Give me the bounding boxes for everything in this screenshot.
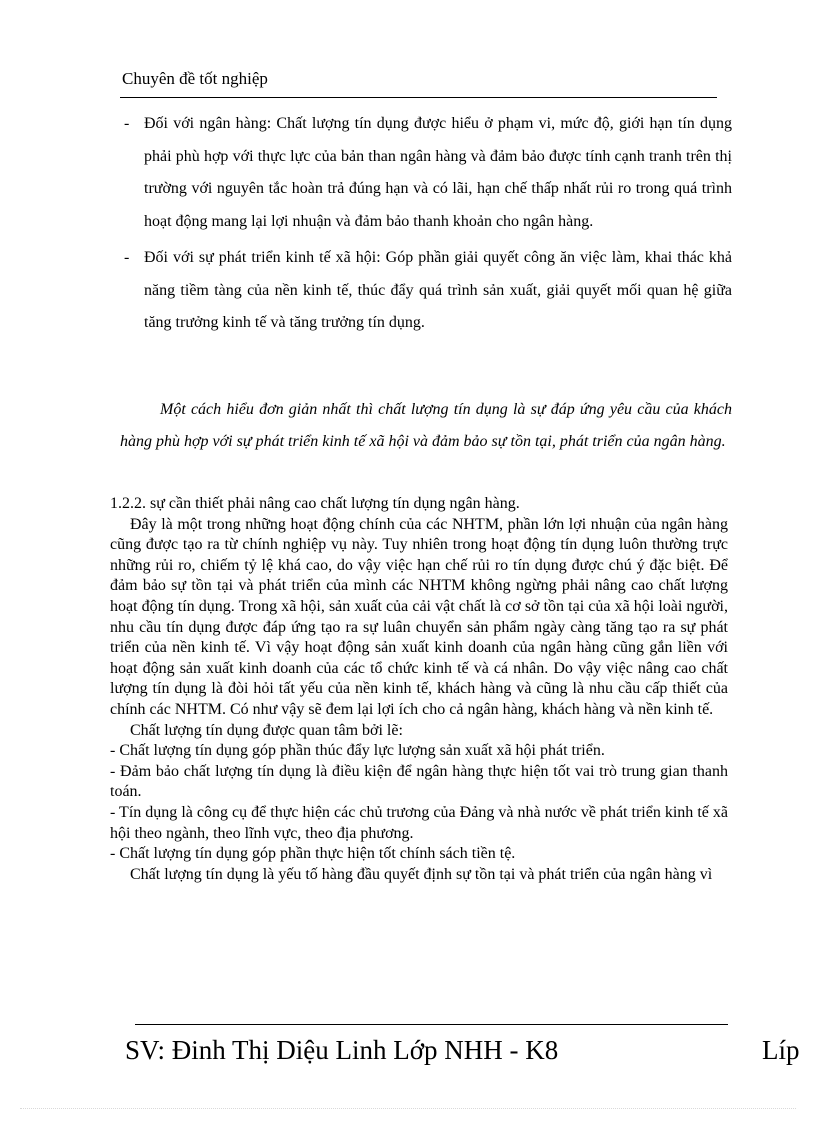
footer-student-info: SV: Đinh Thị Diệu Linh Lớp NHH - K8	[125, 1035, 559, 1065]
section-1-2-2	[110, 494, 728, 885]
section-paragraph: Đây là một trong những hoạt động chính của các NHTM, phần lớn lợi nhuận của ngân hàng cũng được tạo ra từ chính nghiệp vụ này. Tuy nhiên trong hoạt động tín dụng luôn thường trực những rủi ro, chiếm tỷ lệ khá cao, do vậy việc hạn chế rủi ro tín dụng được chú ý đặc biệt. Để đảm bảo sự tồn tại và phát triển của mình các NHTM không ngừng phải nâng cao chất lượng hoạt động tín dụng. Trong xã hội, sản xuất của cải vật chất là cơ sở tồn tại của xã hội loài người, nhu cầu tín dụng được đáp ứng tạo ra sự luân chuyển sản phẩm ngày càng tăng tạo ra sự phát triển của nền kinh tế. Vì vậy hoạt động sản xuất kinh doanh của ngân hàng cũng gắn liền với hoạt động sản xuất kinh doanh của các tổ chức kinh tế và cá nhân. Do vậy việc nâng cao chất lượng tín dụng là đòi hỏi tất yếu của nền kinh tế, khách hàng và cũng là nhu cầu cấp thiết của chính các NHTM. Có như vậy sẽ đem lại lợi ích cho cả ngân hàng, khách hàng và nền kinh tế.	[110, 515, 728, 718]
bullet-text: Đối với sự phát triển kinh tế xã hội: Góp phần giải quyết công ăn việc làm, khai thác khả năng tiềm tàng của nền kinh tế, thúc đẩy quá trình sản xuất, giải quyết mối quan hệ giữa tăng trưởng kinh tế và tăng trưởng tín dụng.	[144, 249, 732, 331]
page-bottom-border	[20, 1108, 796, 1109]
bullet-item	[120, 242, 732, 340]
italic-definition-paragraph: Một cách hiểu đơn giản nhất thì chất lượng tín dụng là sự đáp ứng yêu cầu của khách hàng phù hợp với sự phát triển kinh tế xã hội và đảm bảo sự tồn tại, phát triển của ngân hàng.	[120, 401, 732, 450]
footer-right-text: Líp	[762, 1035, 800, 1065]
bullet-list	[120, 108, 732, 344]
header-divider	[120, 97, 717, 98]
section-closing: Chất lượng tín dụng là yếu tố hàng đầu quyết định sự tồn tại và phát triển của ngân hàng vì	[130, 865, 713, 883]
footer-divider	[135, 1024, 728, 1025]
bullet-marker: -	[124, 115, 130, 132]
section-intro: Chất lượng tín dụng được quan tâm bởi lẽ:	[130, 721, 403, 739]
bullet-item	[120, 108, 732, 238]
page-header-title: Chuyên đề tốt nghiệp	[122, 69, 268, 88]
bullet-text: Đối với ngân hàng: Chất lượng tín dụng được hiểu ở phạm vi, mức độ, giới hạn tín dụng phải phù hợp với thực lực của bản than ngân hàng và đảm bảo được tính cạnh tranh trên thị trường với nguyên tắc hoàn trả đúng hạn và có lãi, hạn chế thấp nhất rủi ro trong quá trình hoạt động mang lại lợi nhuận và đảm bảo thanh khoản cho ngân hàng.	[144, 115, 732, 230]
section-heading: 1.2.2. sự cần thiết phải nâng cao chất lượng tín dụng ngân hàng.	[110, 495, 520, 512]
section-list-item: - Chất lượng tín dụng góp phần thực hiện tốt chính sách tiền tệ.	[110, 845, 516, 863]
section-list-item: - Chất lượng tín dụng góp phần thúc đẩy lực lượng sản xuất xã hội phát triển.	[110, 742, 605, 760]
section-list-item: - Đảm bảo chất lượng tín dụng là điều kiện để ngân hàng thực hiện tốt vai trò trung gian thanh toán.	[110, 762, 728, 801]
bullet-marker: -	[124, 249, 130, 266]
section-list-item: - Tín dụng là công cụ để thực hiện các chủ trương của Đảng và nhà nước về phát triển kinh tế xã hội theo ngành, theo lĩnh vực, theo địa phương.	[110, 803, 728, 842]
